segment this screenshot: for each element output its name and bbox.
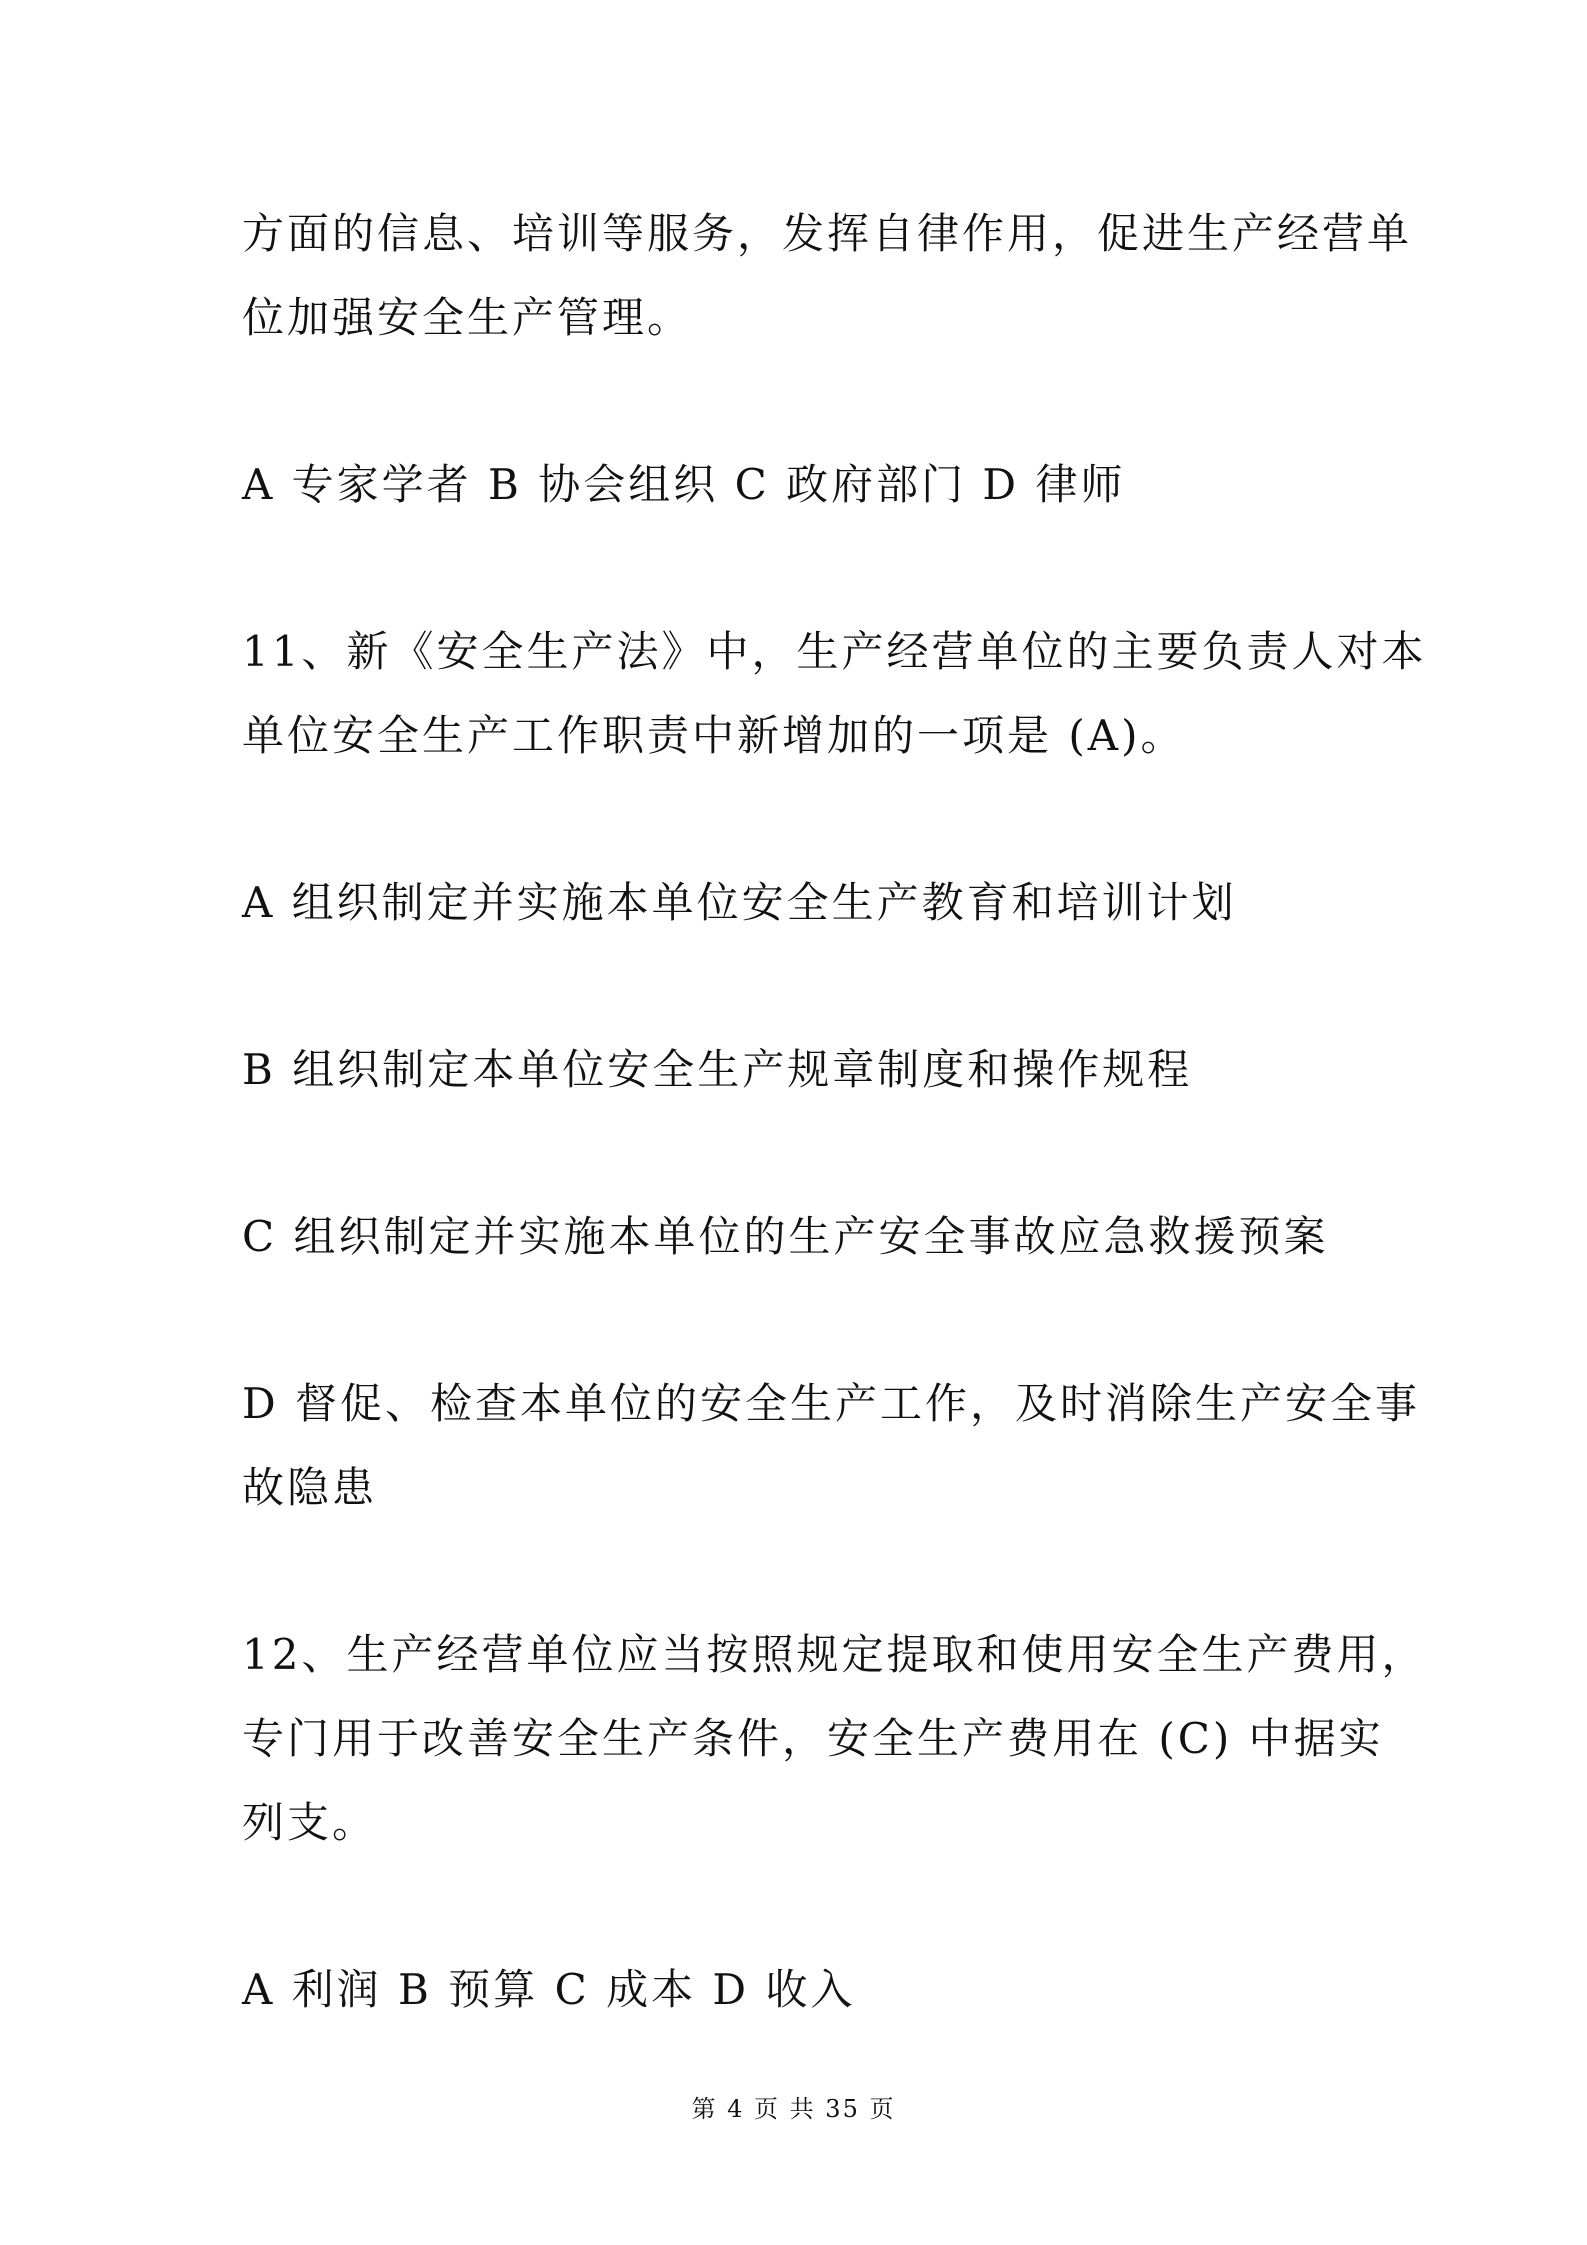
page-footer: 第 4 页 共 35 页	[691, 2095, 896, 2123]
q10-options: A 专家学者 B 协会组织 C 政府部门 D 律师	[242, 460, 1126, 509]
q11-option-a: A 组织制定并实施本单位安全生产教育和培训计划	[242, 878, 1237, 927]
q12-text-line-2: 专门用于改善安全生产条件，安全生产费用在 (C) 中据实	[242, 1714, 1384, 1763]
q12-text-line-1: 12、生产经营单位应当按照规定提取和使用安全生产费用，	[242, 1630, 1427, 1679]
q11-text-line-1: 11、新《安全生产法》中，生产经营单位的主要负责人对本	[242, 627, 1427, 676]
q10-text-line-1: 方面的信息、培训等服务，发挥自律作用，促进生产经营单	[242, 209, 1413, 258]
q11-option-d-line-1: D 督促、检查本单位的安全生产工作，及时消除生产安全事	[242, 1379, 1421, 1428]
q11-option-d-line-2: 故隐患	[242, 1463, 378, 1512]
q12-options: A 利润 B 预算 C 成本 D 收入	[242, 1965, 856, 2014]
q11-option-c: C 组织制定并实施本单位的生产安全事故应急救援预案	[242, 1212, 1329, 1261]
q11-text-line-2: 单位安全生产工作职责中新增加的一项是 (A)。	[242, 711, 1186, 760]
q12-text-line-3: 列支。	[242, 1798, 378, 1847]
q10-text-line-2: 位加强安全生产管理。	[242, 293, 693, 342]
q11-option-b: B 组织制定本单位安全生产规章制度和操作规程	[242, 1045, 1193, 1094]
